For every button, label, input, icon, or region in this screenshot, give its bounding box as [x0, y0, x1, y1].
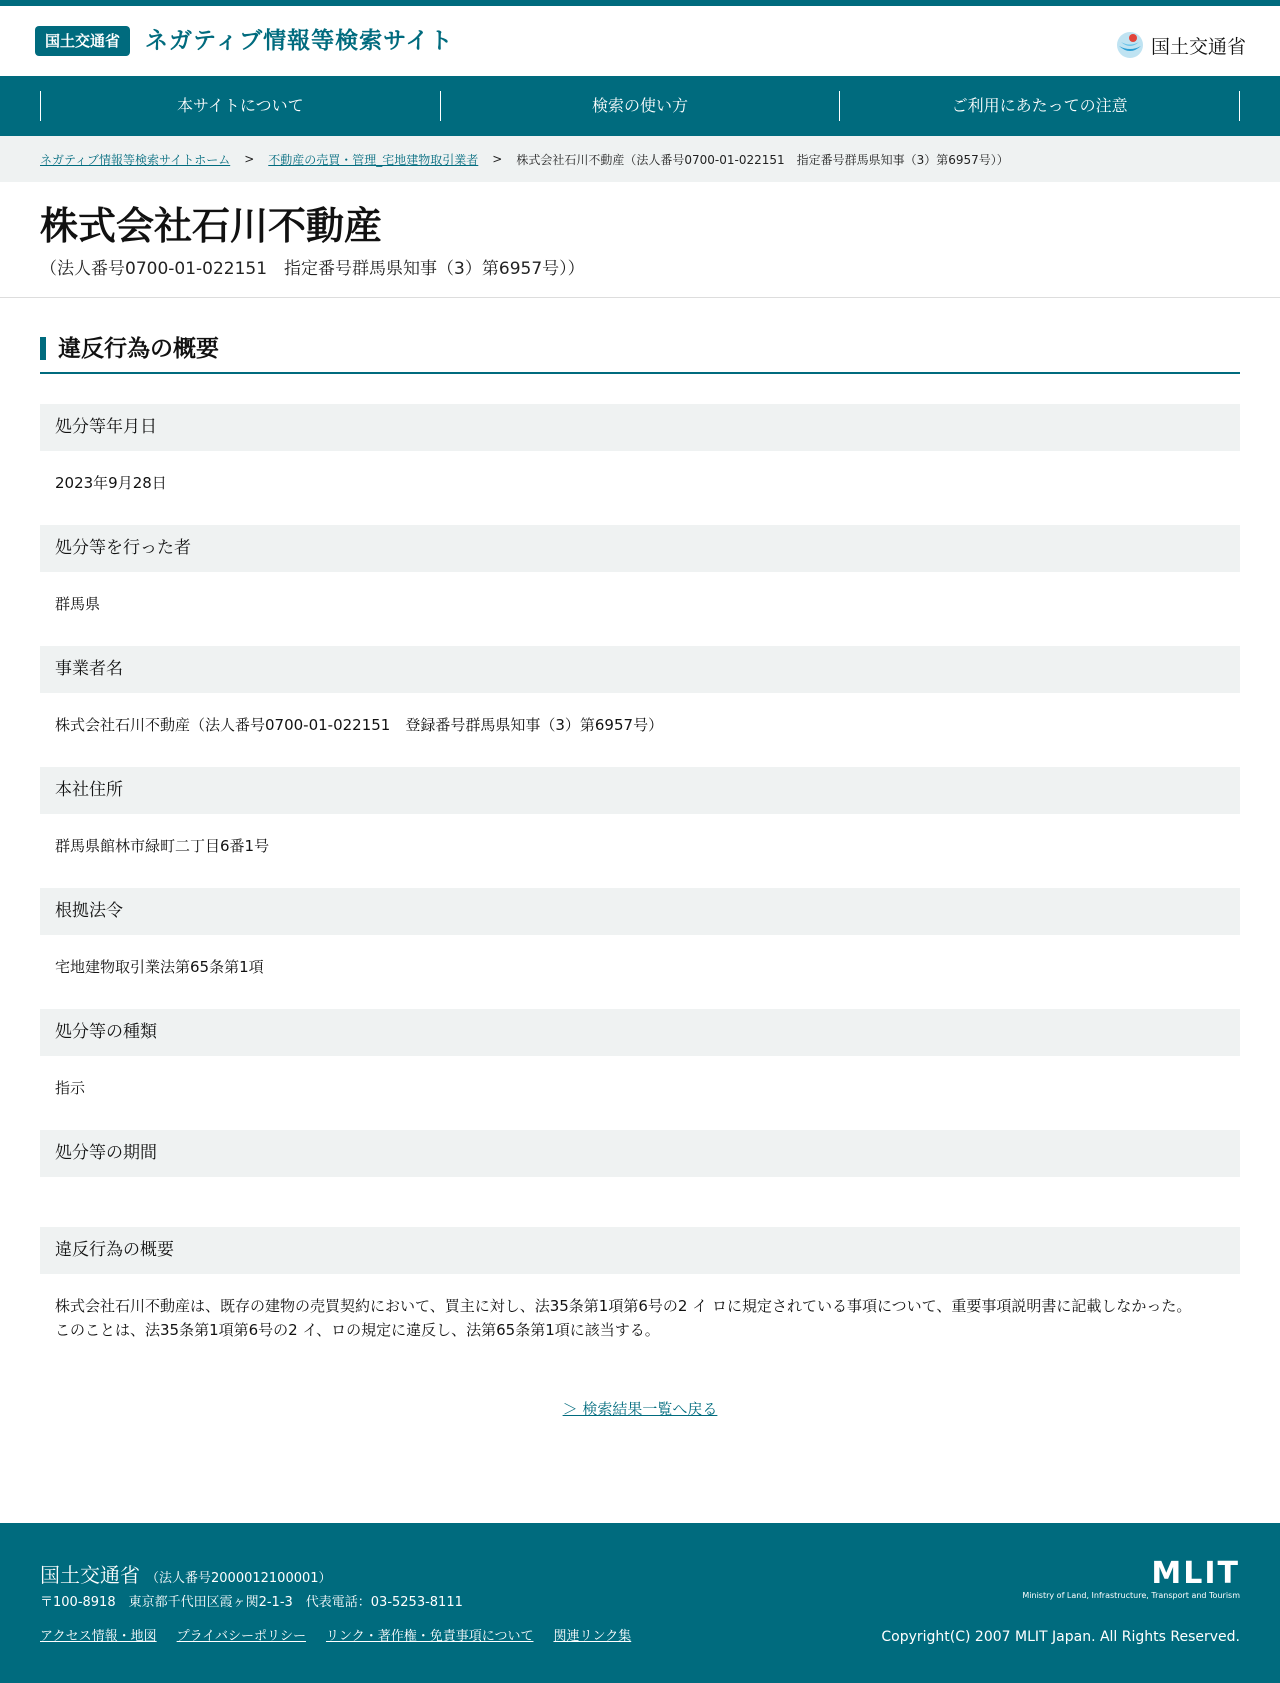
- page-subtitle: （法人番号0700-01-022151 指定番号群馬県知事（3）第6957号））: [40, 259, 585, 279]
- site-footer: [0, 1523, 1280, 1683]
- mlit-logo-word: MLIT: [1151, 1556, 1240, 1591]
- field-disposal-period: [40, 1130, 1240, 1227]
- field-value: 群馬県館林市緑町二丁目6番1号: [55, 837, 270, 855]
- footer-link-copyright[interactable]: リンク・著作権・免責事項について: [325, 1629, 534, 1644]
- page-title-block: [0, 182, 1280, 298]
- nav-item-about[interactable]: 本サイトについて: [40, 91, 440, 121]
- breadcrumb: [0, 136, 1280, 182]
- field-label: 処分等の種類: [40, 1009, 1240, 1056]
- field-value: 群馬県: [55, 595, 101, 613]
- footer-link-privacy[interactable]: プライバシーポリシー: [176, 1629, 306, 1644]
- field-label: 違反行為の概要: [40, 1227, 1240, 1274]
- nav-item-howto[interactable]: 検索の使い方: [440, 91, 840, 121]
- footer-address: 〒100-8918 東京都千代田区霞ヶ関2-1-3 代表電話：03-5253-8111: [40, 1595, 463, 1610]
- breadcrumb-separator: >: [492, 152, 503, 166]
- mlit-logo-subtitle: Ministry of Land, Infrastructure, Transport and Tourism: [1022, 1591, 1240, 1600]
- ministry-logo[interactable]: [1115, 30, 1246, 60]
- footer-link-access[interactable]: アクセス情報・地図: [40, 1629, 157, 1644]
- footer-org-name: 国土交通省: [40, 1563, 140, 1587]
- field-value: 指示: [55, 1079, 86, 1097]
- nav-item-notice[interactable]: ご利用にあたっての注意: [839, 91, 1240, 121]
- back-to-results-link[interactable]: ＞ 検索結果一覧へ戻る: [562, 1400, 718, 1418]
- field-business-name: [40, 646, 1240, 767]
- summary-line: 株式会社石川不動産は、既存の建物の売買契約において、買主に対し、法35条第1項第6号の2 イ ロに規定されている事項について、重要事項説明書に記載しなかった。: [55, 1297, 1192, 1315]
- field-value: [40, 1177, 1240, 1227]
- field-label: 事業者名: [40, 646, 1240, 693]
- footer-corp-number: （法人番号2000012100001）: [146, 1571, 332, 1586]
- summary-line: このことは、法35条第1項第6号の2 イ、ロの規定に違反し、法第65条第1項に該当する。: [55, 1321, 660, 1339]
- field-head-office: [40, 767, 1240, 888]
- field-disposal-type: [40, 1009, 1240, 1130]
- ministry-badge[interactable]: 国土交通省: [35, 26, 130, 56]
- ministry-emblem-icon: [1115, 30, 1145, 60]
- site-header: [0, 6, 1280, 76]
- copyright: Copyright(C) 2007 MLIT Japan. All Rights Reserved.: [881, 1629, 1240, 1645]
- field-label: 処分等の期間: [40, 1130, 1240, 1177]
- field-label: 処分等年月日: [40, 404, 1240, 451]
- field-value: 宅地建物取引業法第65条第1項: [55, 958, 264, 976]
- field-value: 株式会社石川不動産（法人番号0700-01-022151 登録番号群馬県知事（3）第6957号）: [55, 716, 664, 734]
- back-link-wrap: [40, 1398, 1240, 1419]
- breadcrumb-current: 株式会社石川不動産（法人番号0700-01-022151 指定番号群馬県知事（3）第6957号））: [516, 152, 1009, 167]
- field-label: 本社住所: [40, 767, 1240, 814]
- breadcrumb-category-link[interactable]: 不動産の売買・管理_宅地建物取引業者: [268, 152, 479, 167]
- field-value: [40, 1274, 1240, 1358]
- breadcrumb-separator: >: [244, 152, 255, 166]
- global-nav: [0, 76, 1280, 136]
- field-label: 処分等を行った者: [40, 525, 1240, 572]
- field-violation-summary: [40, 1227, 1240, 1358]
- page-title: 株式会社石川不動産: [40, 204, 383, 248]
- field-label: 根拠法令: [40, 888, 1240, 935]
- ministry-logo-text: 国土交通省: [1150, 35, 1246, 58]
- footer-links: [40, 1625, 631, 1644]
- footer-link-related[interactable]: 関連リンク集: [553, 1629, 632, 1644]
- breadcrumb-home-link[interactable]: ネガティブ情報等検索サイトホーム: [40, 152, 231, 167]
- mlit-logo[interactable]: [1022, 1556, 1240, 1600]
- site-title[interactable]: ネガティブ情報等検索サイト: [145, 28, 454, 54]
- footer-org: [40, 1559, 332, 1588]
- main-content: [0, 298, 1280, 1419]
- field-disposal-date: [40, 404, 1240, 525]
- field-value: 2023年9月28日: [55, 474, 167, 492]
- field-legal-basis: [40, 888, 1240, 1009]
- field-authority: [40, 525, 1240, 646]
- section-title: 違反行為の概要: [40, 334, 1240, 374]
